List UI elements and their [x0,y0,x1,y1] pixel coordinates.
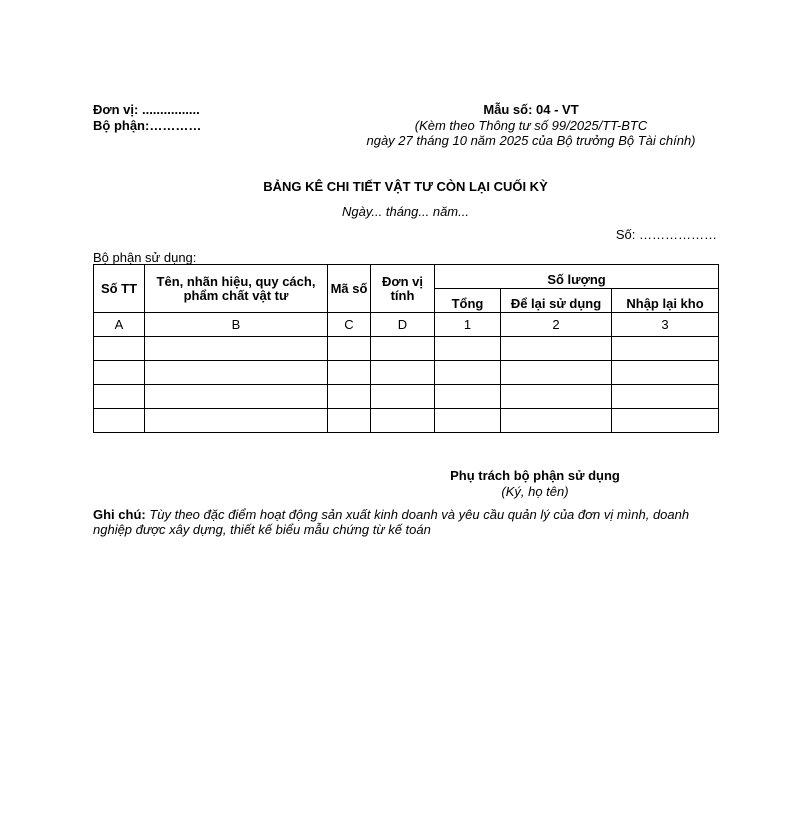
table-cell [328,409,371,433]
index-cell: C [328,313,371,337]
table-cell [612,361,719,385]
table-cell [371,337,435,361]
table-cell [435,385,501,409]
table-index-row [94,313,719,337]
table-cell [145,409,328,433]
materials-table [93,264,719,433]
table-cell [612,409,719,433]
index-cell: 3 [612,313,719,337]
header-code: Mã số [328,265,371,313]
index-cell: 2 [501,313,612,337]
header-return: Nhập lại kho [612,289,719,313]
table-row [94,409,719,433]
table-cell [501,409,612,433]
department-label: Bộ phận:………… [93,118,202,133]
header-name: Tên, nhãn hiệu, quy cách, phẩm chất vật tư [145,265,328,313]
org-unit-label: Đơn vị: ................ [93,102,200,117]
table-cell [145,385,328,409]
form-reference-line1: (Kèm theo Thông tư số 99/2025/TT-BTC [414,118,648,133]
table-cell [328,361,371,385]
table-cell [612,385,719,409]
table-cell [435,409,501,433]
table-row [94,361,719,385]
header-unit: Đơn vị tính [371,265,435,313]
table-cell [501,337,612,361]
form-reference-line2: ngày 27 tháng 10 năm 2025 của Bộ trưởng Bộ Tài chính) [366,133,696,148]
document-date: Ngày... tháng... năm... [342,204,469,219]
table-cell [328,337,371,361]
document-title: BẢNG KÊ CHI TIẾT VẬT TƯ CÒN LẠI CUỐI KỲ [263,179,548,194]
form-number: Mẫu số: 04 - VT [483,102,579,117]
table-row [94,385,719,409]
table-cell [94,337,145,361]
header-remain: Để lại sử dụng [501,289,612,313]
index-cell: B [145,313,328,337]
document-number: Số: ……………… [615,227,717,242]
table-cell [371,385,435,409]
table-cell [94,409,145,433]
table-cell [94,361,145,385]
header-stt: Số TT [94,265,145,313]
table-cell [501,361,612,385]
footnote-text: Tùy theo đặc điểm hoạt động sản xuất kinh doanh và yêu cầu quản lý của đơn vị mình, doanh nghiệp được xây dựng, thiết kế biểu mẫu chứng từ kế toán [93,507,690,537]
table-row [94,337,719,361]
table-cell [371,409,435,433]
table-cell [612,337,719,361]
index-cell: A [94,313,145,337]
signature-note: (Ký, họ tên) [501,484,569,499]
table-cell [435,337,501,361]
table-cell [371,361,435,385]
table-cell [145,361,328,385]
table-header-row [94,265,719,289]
signature-title: Phụ trách bộ phận sử dụng [450,468,620,483]
table-cell [501,385,612,409]
table-cell [94,385,145,409]
table-cell [435,361,501,385]
table-cell [328,385,371,409]
header-total: Tổng [435,289,501,313]
index-cell: D [371,313,435,337]
table-cell [145,337,328,361]
index-cell: 1 [435,313,501,337]
footnote [93,507,723,537]
header-quantity: Số lượng [435,265,719,289]
footnote-label: Ghi chú: [93,507,146,522]
using-department-label: Bộ phận sử dụng: [93,250,197,265]
